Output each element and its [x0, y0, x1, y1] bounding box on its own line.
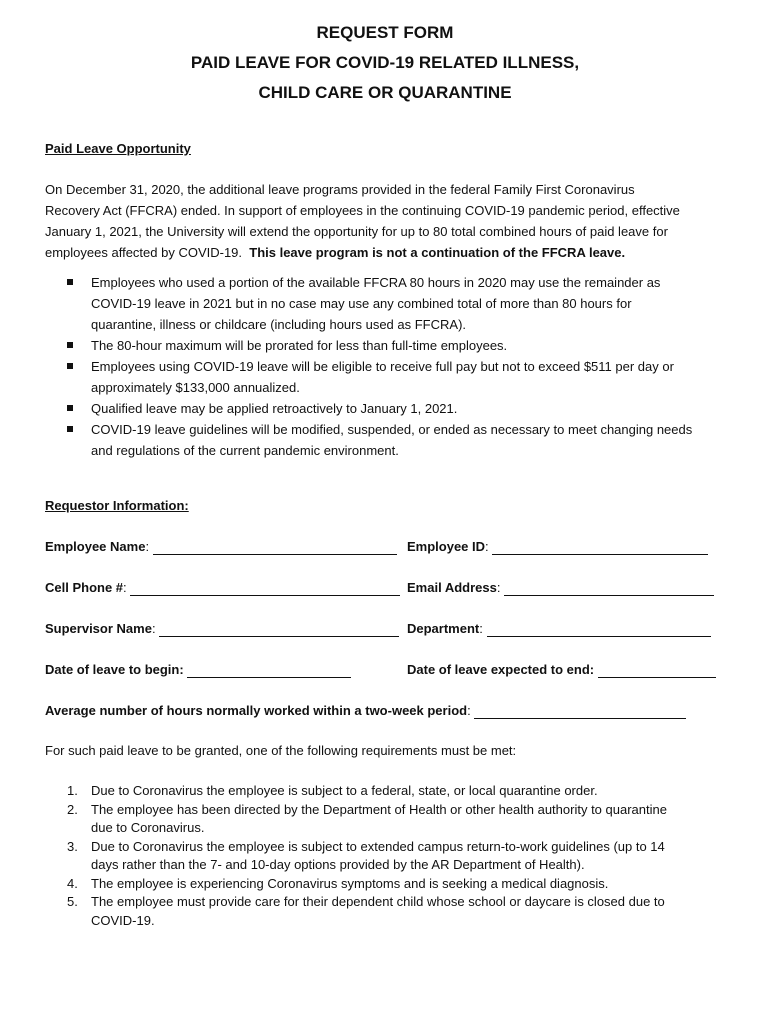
- bullet-square-icon: [67, 342, 73, 348]
- bullet-square-icon: [67, 363, 73, 369]
- supervisor-row: [45, 621, 399, 637]
- cell-phone-row: [45, 580, 400, 596]
- form-title-line1: REQUEST FORM: [316, 23, 454, 42]
- label-colon: :: [496, 580, 501, 595]
- avg-hours-row: [45, 703, 686, 719]
- list-item: [45, 801, 735, 838]
- list-item-line: COVID-19 leave guidelines will be modified, suspended, or ended as necessary to meet changing needs: [91, 422, 693, 437]
- list-item-line: Due to Coronavirus the employee is subject to a federal, state, or local quarantine order.: [91, 783, 598, 798]
- cell-phone-label: Cell Phone #: [45, 580, 124, 595]
- leave-end-row: [407, 662, 716, 678]
- list-number: 4.: [67, 875, 78, 891]
- list-item: [45, 893, 735, 930]
- list-item-line: The 80-hour maximum will be prorated for less than full-time employees.: [91, 338, 508, 353]
- employee-name-field[interactable]: [153, 540, 397, 555]
- intro-line: [45, 242, 735, 263]
- list-item-line: and regulations of the current pandemic environment.: [91, 443, 399, 458]
- leave-end-label: Date of leave expected to end:: [407, 662, 595, 677]
- list-number: 3.: [67, 838, 78, 854]
- list-number: 1.: [67, 783, 78, 798]
- intro-line: January 1, 2021, the University will extend the opportunity for up to 80 total combined hours of paid leave for: [45, 224, 668, 239]
- list-item-line: The employee is experiencing Coronavirus symptoms and is seeking a medical diagnosis.: [91, 875, 609, 891]
- list-item-line: approximately $133,000 annualized.: [91, 380, 300, 395]
- supervisor-label: Supervisor Name: [45, 621, 152, 636]
- list-item-line: COVID-19 leave in 2021 but in no case may use any combined total of more than 80 hours for: [91, 296, 632, 311]
- supervisor-field[interactable]: [159, 622, 399, 637]
- employee-name-label: Employee Name: [45, 539, 146, 554]
- list-number: 2.: [67, 801, 78, 817]
- section-heading-paid-leave: Paid Leave Opportunity: [45, 141, 191, 156]
- department-row: [407, 621, 711, 637]
- list-item-line: The employee must provide care for their dependent child whose school or daycare is closed due to: [91, 894, 665, 909]
- list-item: [45, 335, 735, 356]
- form-title-line3: CHILD CARE OR QUARANTINE: [258, 83, 512, 102]
- employee-id-row: [407, 539, 708, 555]
- cell-phone-field[interactable]: [130, 581, 400, 596]
- list-item-line: due to Coronavirus.: [91, 820, 205, 835]
- avg-hours-field[interactable]: [474, 704, 686, 719]
- list-item: [45, 419, 735, 461]
- list-item-line: Employees who used a portion of the available FFCRA 80 hours in 2020 may use the remainder as: [91, 275, 661, 290]
- list-number: 5.: [67, 894, 78, 909]
- list-item: [45, 398, 735, 419]
- label-colon: :: [145, 539, 150, 554]
- intro-paragraph: [45, 179, 735, 263]
- department-label: Department: [407, 621, 480, 636]
- list-item-line: The employee has been directed by the Department of Health or other health authority to quarantine: [91, 801, 667, 817]
- department-field[interactable]: [487, 622, 711, 637]
- leave-end-field[interactable]: [598, 663, 716, 678]
- bullet-square-icon: [67, 405, 73, 411]
- bullet-square-icon: [67, 426, 73, 432]
- intro-bold-note: This leave program is not a continuation of the FFCRA leave.: [249, 245, 626, 260]
- list-item-line: days rather than the 7- and 10-day options provided by the AR Department of Health).: [91, 857, 585, 872]
- label-colon: :: [123, 580, 127, 595]
- employee-id-field[interactable]: [492, 540, 708, 555]
- email-field[interactable]: [504, 581, 714, 596]
- form-title-line2: PAID LEAVE FOR COVID-19 RELATED ILLNESS,: [190, 53, 580, 72]
- intro-line: On December 31, 2020, the additional leave programs provided in the federal Family First Coronavirus: [45, 182, 635, 197]
- list-item: [45, 356, 735, 398]
- leave-begin-label: Date of leave to begin:: [45, 662, 184, 677]
- label-colon: :: [485, 539, 489, 554]
- list-item: [45, 782, 735, 801]
- list-item-line: quarantine, illness or childcare (including hours used as FFCRA).: [91, 317, 467, 332]
- label-colon: :: [479, 621, 483, 636]
- label-colon: :: [151, 621, 156, 636]
- list-item-line: Due to Coronavirus the employee is subject to extended campus return-to-work guidelines (up to 14: [91, 838, 665, 854]
- list-item-line: COVID-19.: [91, 912, 155, 928]
- intro-line: Recovery Act (FFCRA) ended. In support of employees in the continuing COVID-19 pandemic period, effective: [45, 203, 680, 218]
- bullet-square-icon: [67, 279, 73, 285]
- list-item: [45, 875, 735, 894]
- requirements-intro: For such paid leave to be granted, one of the following requirements must be met:: [45, 743, 517, 758]
- email-row: [407, 580, 714, 596]
- leave-begin-row: [45, 662, 351, 678]
- email-label: Email Address: [407, 580, 497, 595]
- list-item: [45, 838, 735, 875]
- requirements-list: [45, 782, 735, 930]
- employee-name-row: [45, 539, 397, 555]
- intro-plain: employees affected by COVID-19.: [45, 245, 250, 260]
- list-item-line: Qualified leave may be applied retroactively to January 1, 2021.: [91, 401, 458, 416]
- avg-hours-label: Average number of hours normally worked within a two-week period: [45, 703, 468, 718]
- leave-begin-field[interactable]: [187, 663, 351, 678]
- label-colon: :: [467, 703, 471, 718]
- employee-id-label: Employee ID: [407, 539, 486, 554]
- list-item-line: Employees using COVID-19 leave will be eligible to receive full pay but not to exceed $511 per day or: [91, 359, 674, 374]
- section-heading-requestor: Requestor Information:: [45, 498, 189, 513]
- leave-bullet-list: [45, 272, 735, 461]
- list-item: [45, 272, 735, 335]
